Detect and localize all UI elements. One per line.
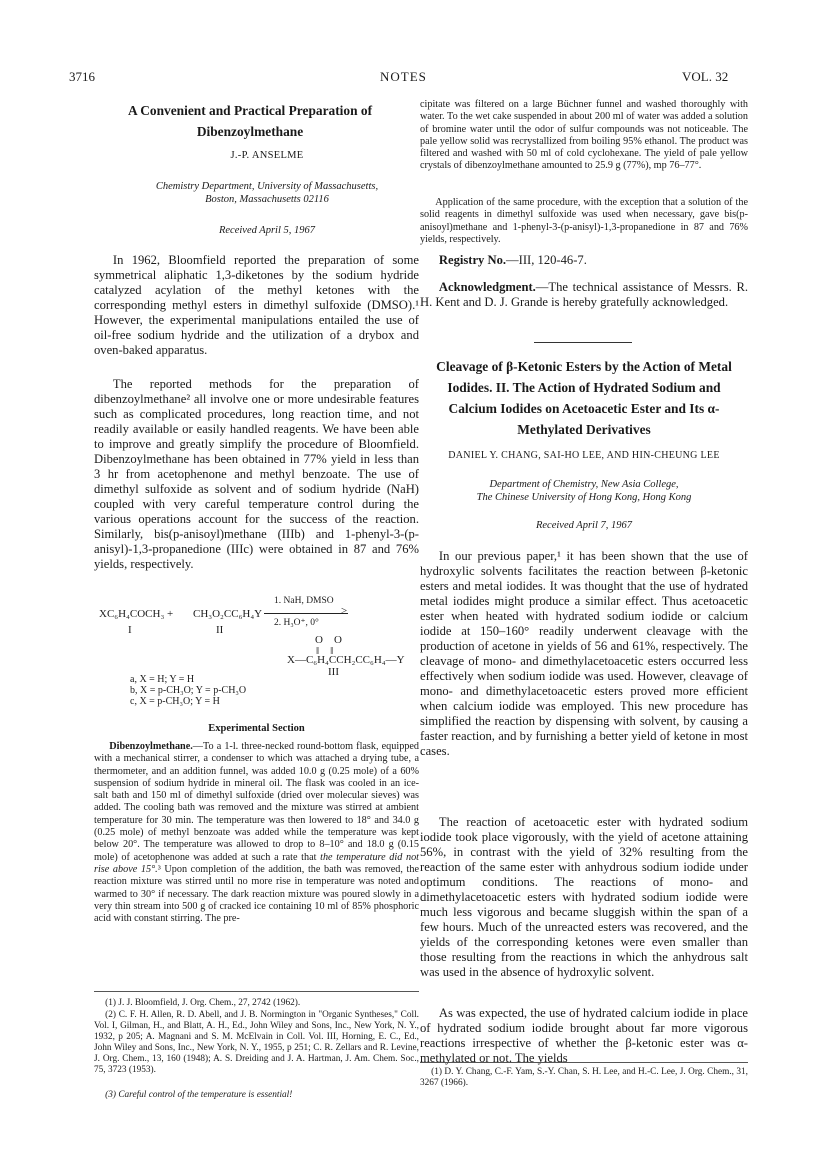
footnote-2: (2) C. F. H. Allen, R. D. Abell, and J. B. Normington in "Organic Syntheses," Coll. Vol. I, Gilman, H., and Blatt, A. H., Ed., John Wiley and Sons, Inc., New York, N. Y., 1932, p 205; A. Magnani and S. M. McElvain in Coll. Vol. III, Horning, E. C., Ed., John Wiley and Sons, Inc., New York, N. Y., 1955, p 251; C. R. Zellars and R. Levine, J. Org. Chem., 13, 160 (1948); A. S. Dreiding and J. A. Hartman, J. Am. Chem. Soc., 75, 3723 (1953). (94, 1010, 419, 1075)
article1-affiliation-2: Boston, Massachusetts 02116 (205, 194, 329, 205)
article-separator (534, 342, 632, 343)
experimental-italic: the temperature did not rise above 15°. (94, 851, 420, 875)
reactant-2: CH₃O₂CC₆H₄Y (193, 608, 263, 620)
product-oxygens: O O (315, 634, 342, 646)
product-double-bonds: ‖ ‖ (316, 645, 334, 657)
product-formula: X—C₆H₄CCH₂CC₆H₄—Y (287, 654, 405, 666)
arrow-head: > (341, 605, 348, 617)
substituent-c: c, X = p-CH₃O; Y = H (130, 696, 220, 707)
article2-affiliation-2: The Chinese University of Hong Kong, Hong Kong (476, 492, 692, 503)
article1-continuation-2: Application of the same procedure, with the exception that a solution of the solid reagents in dimethyl sulfoxide was used when necessary, gave bis(p-anisoyl)methane and 1-phenyl-3-(p-anisyl)-1,3-propanedione in 87 and 76% yields, respectively. (420, 197, 748, 245)
acknowledgment (420, 280, 748, 310)
article2-para1: In our previous paper,¹ it has been shown that the use of hydroxylic solvents facilitates the reaction between β-ketonic esters and metal iodides. It was thought that the use of hydrated metal iodides might produce a similar effect. Thus acetoacetic ester when heated with hydrated sodium iodide or calcium iodide at 150–160° readily underwent cleavage with the production of acetone in yields of 56 and 61%, respectively. The cleavage of mono- and dimethylacetoacetic esters occurred less effectively when sodium iodide was used. However, cleavage of mono- and dimethylacetoacetic esters proved more efficient when calcium iodide was employed. This new procedure has simplified the reaction by dispensing with solvent, by causing a faster reaction, and by furnishing a better yield of ketone in most cases. (420, 549, 748, 758)
article1-para1: In 1962, Bloomfield reported the preparation of some symmetrical aliphatic 1,3-diketones by the sodium hydride catalyzed acylation of the methyl ketones with the corresponding methyl esters in dimethyl sulfoxide (DMSO).¹ However, the experimental manipulations entailed the use of oil-free sodium hydride and the utilization of a drybox and oven-baked apparatus. (94, 253, 419, 357)
registry-label: Registry No. (438, 253, 507, 267)
label-I: I (128, 624, 132, 636)
condition-2: 2. H₃O⁺, 0° (274, 618, 319, 628)
article2-para2: The reaction of acetoacetic ester with hydrated sodium iodide took place vigorously, with the yield of acetone attaining 56%, in contrast with the yield of 32% resulting from the reaction of the same ester with anhydrous sodium iodide under optimum conditions. The reactions of mono- and dimethylacetoacetic esters with hydrated sodium iodide were much less vigorous and became sluggish within the span of a few hours. Much of the unreacted esters was recovered, and the yields of the corresponding ketones were even smaller than those resulting from the reactions in which the anhydrous salt was used in the absence of hydroxylic solvent. (420, 815, 748, 979)
experimental-text-2: ³ Upon completion of the addition, the bath was removed, the reaction mixture was stirred until no more rise in temperature was noted and warmed to 30° if necessary. The dark reaction mixture was poured slowly in a very thin stream into 500 g of cracked ice containing 10 ml of 85% phosphoric acid with constant stirring. The pre- (94, 863, 419, 925)
label-III: III (328, 666, 339, 678)
article2-title: Cleavage of β-Ketonic Esters by the Action of Metal Iodides. II. The Action of Hydrated Sodium and Calcium Iodides on Acetoacetic Ester and Its α-Methylated Derivatives (436, 359, 732, 437)
article1-title: A Convenient and Practical Preparation of Dibenzoylmethane (127, 103, 373, 139)
article2-received: Received April 7, 1967 (535, 520, 633, 531)
substituent-b: b, X = p-CH₃O; Y = p-CH₃O (130, 685, 247, 696)
article1-author: J.-P. ANSELME (230, 150, 304, 161)
article1-para2: The reported methods for the preparation of dibenzoylmethane² all involve one or more undesirable features such as complicated procedures, long reaction time, and not readily available or easily handled reagents. We have been able to improve and greatly simplify the procedure of Bloomfield. Dibenzoylmethane has been obtained in 77% yield in less than 3 hr from acetophenone and methyl benzoate. The use of dimethyl sulfoxide as solvent and of sodium hydride (NaH) coupled with very careful temperature control during the various operations account for the success of the reaction. Similarly, bis(p-anisoyl)methane (IIIb) and 1-phenyl-3-(p-anisyl)-1,3-propanedione (IIIc) were obtained in 87 and 76% yields, respectively. (94, 377, 419, 571)
registry-number (420, 253, 748, 268)
article1-continuation: cipitate was filtered on a large Büchner funnel and washed thoroughly with water. To the wet cake suspended in about 200 ml of water was added a solution of bromine water until the odor of sulfur compounds was not noticeable. The pale yellow solid was recrystallized from boiling 95% ethanol. The product was filtered and washed with 50 ml of cold cyclohexane. The yield of pale yellow crystals of dibenzoylmethane amounted to 25.9 g (77%), mp 76–77°. (420, 99, 748, 172)
footnote-3: (3) Careful control of the temperature is essential! (105, 1090, 293, 1100)
volume-label: VOL. 32 (682, 69, 729, 84)
experimental-paragraph (94, 741, 419, 925)
article1-affiliation-1: Chemistry Department, University of Massachusetts, (155, 181, 379, 192)
article2-footnote: (1) D. Y. Chang, C.-F. Yam, S.-Y. Chan, S. H. Lee, and H.-C. Lee, J. Org. Chem., 31, 3267 (1966). (420, 1067, 748, 1088)
footnote-rule (94, 991, 419, 992)
article2-para3: As was expected, the use of hydrated calcium iodide in place of hydrated sodium iodide brought about far more vigorous reactions irrespective of whether the β-ketonic ester was α-methylated or not. The yields (420, 1006, 748, 1065)
acknowledgment-label: Acknowledgment. (438, 280, 536, 294)
article1-received: Received April 5, 1967 (218, 225, 316, 236)
footnote-rule-right (420, 1062, 748, 1063)
acknowledgment-text: —The technical assistance of Messrs. R. H. Kent and D. J. Grande is hereby gratefully acknowledged. (420, 280, 748, 309)
reactant-1: XC₆H₄COCH₃ + (99, 608, 174, 620)
footnote-1: (1) J. J. Bloomfield, J. Org. Chem., 27, 2742 (1962). (105, 998, 301, 1008)
reaction-arrow (264, 613, 348, 614)
article2-authors: DANIEL Y. CHANG, SAI-HO LEE, AND HIN-CHEUNG LEE (448, 450, 720, 461)
experimental-heading: Experimental Section (208, 723, 305, 734)
label-II: II (216, 624, 224, 636)
experimental-label: Dibenzoylmethane. (109, 741, 193, 752)
registry-text: —III, 120-46-7. (506, 253, 587, 267)
experimental-text: —To a 1-l. three-necked round-bottom flask, equipped with a mechanical stirrer, a condenser to which was attached a drying tube, a thermometer, and an addition funnel, was added 10.0 g (0.25 mole) of a 60% suspension of sodium hydride in mineral oil. The flask was cooled in an ice-salt bath and 150 ml of dimethyl sulfoxide (dried over molecular sieves) was added. The cooling bath was removed and the mixture was stirred at ambient temperature for 30 min. The temperature was then lowered to 18° and 34.0 g (0.25 mole) of methyl benzoate was added while the temperature was kept below 20°. The temperature was allowed to drop to 8–10° and 18.0 g (0.15 mole) of acetophenone was added at such a rate that (94, 741, 419, 863)
condition-1: 1. NaH, DMSO (274, 596, 334, 606)
article2-affiliation-1: Department of Chemistry, New Asia College, (489, 479, 679, 490)
running-section: NOTES (380, 69, 427, 84)
page-number: 3716 (69, 69, 95, 84)
substituent-a: a, X = H; Y = H (130, 674, 195, 685)
